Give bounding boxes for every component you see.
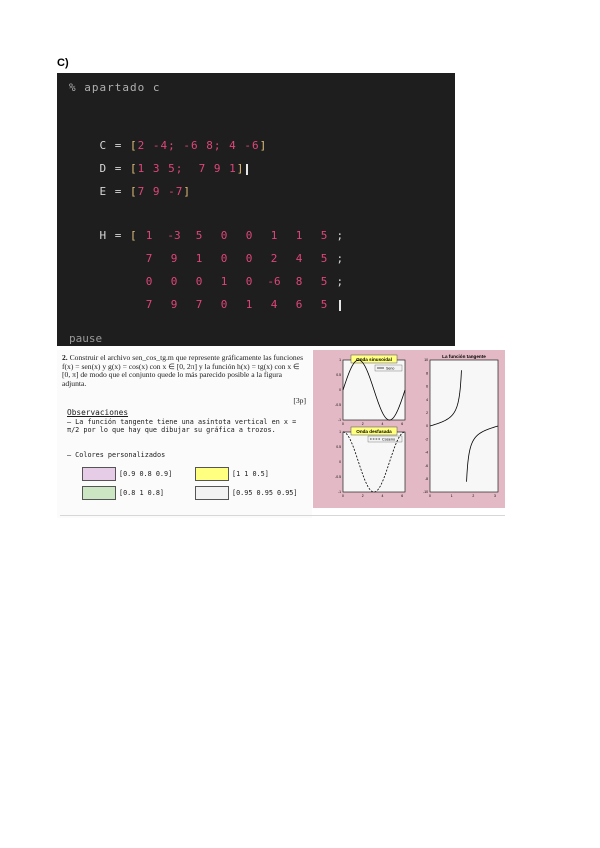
y-tick-label: 1 xyxy=(339,430,341,435)
e-val: 9 xyxy=(152,185,161,198)
h-cell: 2 xyxy=(270,252,278,265)
y-tick-label: -10 xyxy=(423,490,428,495)
c-val: 2 xyxy=(137,139,146,152)
swatch-label: [0.8 1 0.8] xyxy=(119,489,165,497)
x-tick-label: 3 xyxy=(493,494,496,498)
title-sin: Onda sinusoidal xyxy=(356,357,392,362)
var-h: H xyxy=(99,229,108,242)
h-cell: 1 xyxy=(245,298,253,311)
h-row-2: 7 9 1 0 0 2 4 5 ; xyxy=(110,239,343,278)
swatch-green xyxy=(82,486,116,500)
y-tick-label: -4 xyxy=(424,450,428,455)
y-tick-label: 0.5 xyxy=(336,445,341,450)
exercise-number: 2. xyxy=(62,353,68,362)
axes-tan xyxy=(430,360,498,492)
observation-asymptote: – La función tangente tiene una asíntota vertical en x = π/2 por lo que hay que dibujar su gráfica a trozos. xyxy=(67,418,297,434)
x-tick-label: 2 xyxy=(472,494,475,498)
e-val: 7 xyxy=(137,185,146,198)
y-tick-label: 0 xyxy=(339,388,341,393)
h-cell: 9 xyxy=(170,298,178,311)
y-tick-label: 2 xyxy=(426,411,428,415)
y-tick-label: -6 xyxy=(424,463,428,468)
c-val: -4; xyxy=(152,139,176,152)
h-cell: 1 xyxy=(195,252,203,265)
legend-sin-label: Seno xyxy=(386,366,395,371)
var-d: D xyxy=(99,162,108,175)
c-val: -6 xyxy=(183,139,199,152)
y-tick-label: -0.5 xyxy=(335,475,341,480)
d-val: 5; xyxy=(168,162,184,175)
h-cell: 0 xyxy=(220,298,228,311)
swatch-yellow xyxy=(195,467,229,481)
code-line-c: C = [2 -4; -6 8; 4 -6] xyxy=(99,139,268,152)
h-cell: 0 xyxy=(245,275,253,288)
code-comment: % apartado c xyxy=(69,81,161,94)
h-cell: 4 xyxy=(270,298,278,311)
code-line-h: H = [ xyxy=(99,229,138,242)
h-cell: 0 xyxy=(245,252,253,265)
x-tick-label: 0 xyxy=(342,494,344,498)
observaciones-heading: Observaciones xyxy=(67,408,129,417)
h-cell: -6 xyxy=(267,275,281,288)
y-tick-label: 10 xyxy=(424,358,428,363)
text-cursor xyxy=(339,300,341,311)
y-tick-label: -1 xyxy=(337,490,341,495)
exercise-scan xyxy=(57,350,312,518)
h-cell: 5 xyxy=(195,229,203,242)
y-tick-label: 1 xyxy=(339,358,341,363)
x-tick-label: 1 xyxy=(450,494,453,498)
h-cell: 4 xyxy=(295,252,303,265)
h-row-4 xyxy=(110,285,341,324)
h-cell: 1 xyxy=(145,229,153,242)
h-cell: 7 xyxy=(145,298,153,311)
exercise-text: Construir el archivo sen_cos_tg.m que represente gráficamente las funciones f(x) = sen(x) y g(x) = cos(x) con x ∈ [0, 2π] y la función h(x) = tg(x) con x ∈ [0, π] de modo que el conjunto quede lo más parecido posible a la figura adjunta. xyxy=(62,353,304,388)
section-label: C) xyxy=(57,57,69,69)
h-cell: 1 xyxy=(220,275,228,288)
h-cell: -3 xyxy=(167,229,181,242)
h-cell: 8 xyxy=(295,275,303,288)
swatch-label: [0.95 0.95 0.95] xyxy=(232,489,298,497)
exercise-statement xyxy=(62,354,307,388)
x-tick-label: 0 xyxy=(342,422,344,426)
swatch-label: [1 1 0.5] xyxy=(232,470,269,478)
d-val: 9 xyxy=(213,162,222,175)
pause-command: pause xyxy=(69,332,103,345)
h-cell: 7 xyxy=(195,298,203,311)
h-cell: 1 xyxy=(295,229,303,242)
code-line-e: E = [7 9 -7] xyxy=(99,185,191,198)
observation-colors: – Colores personalizados xyxy=(67,451,166,459)
x-tick-label: 0 xyxy=(429,494,431,498)
d-val: 7 xyxy=(198,162,207,175)
h-cell: 0 xyxy=(195,275,203,288)
h-cell: 0 xyxy=(245,229,253,242)
legend-cos-label: Coseno xyxy=(382,437,396,442)
h-cell: 0 xyxy=(220,229,228,242)
d-val: 1 xyxy=(137,162,146,175)
figure-plots xyxy=(313,350,505,508)
y-tick-label: 0 xyxy=(339,460,341,465)
y-tick-label: 6 xyxy=(426,384,428,389)
y-tick-label: 8 xyxy=(426,371,428,376)
x-tick-label: 4 xyxy=(381,422,384,426)
var-c: C xyxy=(99,139,108,152)
x-tick-label: 2 xyxy=(361,494,364,498)
divider-line xyxy=(60,515,505,516)
y-tick-label: 4 xyxy=(426,397,428,402)
h-cell: 6 xyxy=(295,298,303,311)
code-line-d: D = [1 3 5; 7 9 1] xyxy=(69,149,248,188)
h-cell: 5 xyxy=(320,275,328,288)
h-cell: 5 xyxy=(320,252,328,265)
swatch-label: [0.9 0.8 0.9] xyxy=(119,470,173,478)
text-cursor xyxy=(246,164,248,175)
h-row-1: 1 -3 5 0 0 1 1 5 ; xyxy=(110,216,343,255)
d-val: 1 xyxy=(229,162,237,175)
c-val: 8; xyxy=(206,139,222,152)
h-cell: 5 xyxy=(320,298,328,311)
x-tick-label: 6 xyxy=(401,494,404,498)
y-tick-label: 0 xyxy=(426,424,428,429)
code-panel xyxy=(57,73,455,346)
y-tick-label: -8 xyxy=(424,477,428,481)
d-val: 3 xyxy=(152,162,161,175)
h-cell: 0 xyxy=(220,252,228,265)
h-cell: 7 xyxy=(145,252,153,265)
h-cell: 9 xyxy=(170,252,178,265)
title-tan: La función tangente xyxy=(442,354,486,359)
x-tick-label: 4 xyxy=(381,494,384,498)
y-tick-label: -0.5 xyxy=(335,403,341,408)
e-val: -7 xyxy=(168,185,184,198)
c-val: 4 xyxy=(229,139,237,152)
h-cell: 0 xyxy=(170,275,178,288)
var-e: E xyxy=(99,185,108,198)
swatch-pink xyxy=(82,467,116,481)
y-tick-label: -2 xyxy=(424,437,428,442)
swatch-gray xyxy=(195,486,229,500)
h-row-3: 0 0 0 1 0 -6 8 5 ; xyxy=(110,262,343,301)
title-cos: Onda desfasada xyxy=(356,429,392,434)
h-cell: 0 xyxy=(145,275,153,288)
c-val: -6 xyxy=(244,139,260,152)
h-cell: 1 xyxy=(270,229,278,242)
exercise-points: [3p] xyxy=(293,396,306,405)
y-tick-label: 0.5 xyxy=(336,373,341,378)
x-tick-label: 2 xyxy=(361,422,364,426)
y-tick-label: -1 xyxy=(337,418,341,423)
x-tick-label: 6 xyxy=(401,422,404,426)
h-cell: 5 xyxy=(320,229,328,242)
figure-svg xyxy=(313,350,505,508)
